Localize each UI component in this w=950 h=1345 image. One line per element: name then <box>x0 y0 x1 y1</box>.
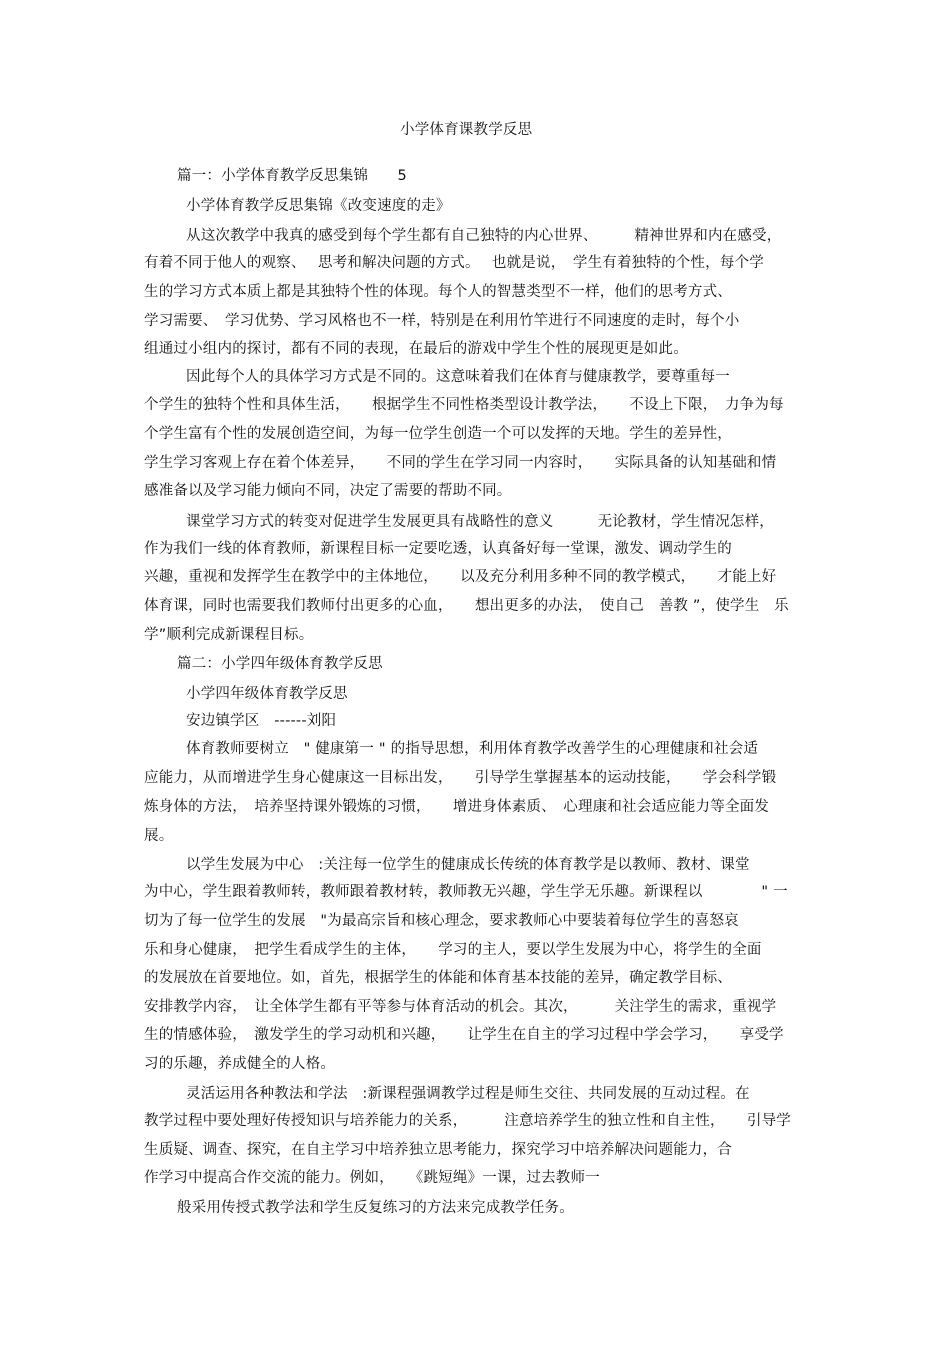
text-line: 学”顺利完成新课程目标。 <box>144 627 314 643</box>
text-line: 因此每个人的具体学习方式是不同的。这意味着我们在体育与健康教学，要尊重每一 <box>186 369 730 385</box>
text-line: 生的学习方式本质上都是其独特个性的体现。每个人的智慧类型不一样，他们的思考方式、 <box>144 284 732 300</box>
text-line: 生的情感体验， 激发学生的学习动机和兴趣， 让学生在自主的学习过程中学会学习， 享受学 <box>144 1027 784 1043</box>
text-line: 展。 <box>144 828 174 844</box>
text-line: 有着不同于他人的观察、 思考和解决问题的方式。 也就是说， 学生有着独特的个性，每个学 <box>144 255 764 271</box>
text-line: 应能力，从而增进学生身心健康这一目标出发， 引导学生掌握基本的运动技能， 学会科学锻 <box>144 770 777 786</box>
text-line: 感准备以及学习能力倾向不同，决定了需要的帮助不同。 <box>144 483 512 499</box>
text-line: 炼身体的方法， 培养坚持课外锻炼的习惯， 增进身体素质、 心理康和社会适应能力等全面发 <box>144 799 770 815</box>
text-line: 安边镇学区 ------刘阳 <box>186 713 337 729</box>
text-line: 习的乐趣，养成健全的人格。 <box>144 1056 336 1072</box>
text-line: 篇一：小学体育教学反思集锦 5 <box>177 168 407 184</box>
text-line: 为中心，学生跟着教师转，教师跟着教材转，教师教无兴趣，学生学无乐趣。新课程以 " 一 <box>144 884 788 900</box>
text-line: 学生学习客观上存在着个体差异， 不同的学生在学习同一内容时， 实际具备的认知基础和情 <box>144 455 777 471</box>
text-line: 体育教师要树立 " 健康第一 " 的指导思想，利用体育教学改善学生的心理健康和社会适 <box>186 741 759 757</box>
text-line: 体育课，同时也需要我们教师付出更多的心血， 想出更多的办法， 使自己 善教 ”，使学生 乐 <box>144 598 789 614</box>
text-line: 教学过程中要处理好传授知识与培养能力的关系， 注意培养学生的独立性和自主性， 引导学 <box>144 1113 791 1129</box>
text-line: 从这次教学中我真的感受到每个学生都有自己独特的内心世界、 精神世界和内在感受， <box>186 228 782 244</box>
text-line: 个学生的独特个性和具体生活， 根据学生不同性格类型设计教学法， 不设上下限， 力争为每 <box>144 397 784 413</box>
text-line: 生质疑、调查、探究，在自主学习中培养独立思考能力，探究学习中培养解决问题能力，合 <box>144 1142 732 1158</box>
text-line: 以学生发展为中心 :关注每一位学生的健康成长传统的体育教学是以教师、教材、课堂 <box>186 857 750 873</box>
text-line: 小学体育教学反思集锦《改变速度的走》 <box>186 198 451 214</box>
text-line: 切为了每一位学生的发展 "为最高宗旨和核心理念，要求教师心中要装着每位学生的喜怒哀 <box>144 913 739 929</box>
text-line: 作学习中提高合作交流的能力。例如， 《跳短绳》一课，过去教师一 <box>144 1170 600 1186</box>
text-line: 课堂学习方式的转变对促进学生发展更具有战略性的意义 无论教材，学生情况怎样， <box>186 514 774 530</box>
text-line: 乐和身心健康， 把学生看成学生的主体， 学习的主人，要以学生发展为中心，将学生的全面 <box>144 942 762 958</box>
text-line: 小学四年级体育教学反思 <box>186 686 348 702</box>
text-line: 组通过小组内的探讨，都有不同的表现，在最后的游戏中学生个性的展现更是如此。 <box>144 341 688 357</box>
text-line: 个学生富有个性的发展创造空间，为每一位学生创造一个可以发挥的天地。学生的差异性， <box>144 426 732 442</box>
text-line: 安排教学内容， 让全体学生都有平等参与体育活动的机会。其次， 关注学生的需求，重视学 <box>144 999 777 1015</box>
text-line: 作为我们一线的体育教师，新课程目标一定要吃透，认真备好每一堂课，激发、调动学生的 <box>144 541 732 557</box>
page-title: 小学体育课教学反思 <box>400 122 533 138</box>
text-line: 兴趣，重视和发挥学生在教学中的主体地位， 以及充分利用多种不同的教学模式， 才能上好 <box>144 569 777 585</box>
text-line: 篇二：小学四年级体育教学反思 <box>177 656 383 672</box>
text-line: 般采用传授式教学法和学生反复练习的方法来完成教学任务。 <box>177 1200 574 1216</box>
text-line: 的发展放在首要地位。如，首先，根据学生的体能和体育基本技能的差异，确定教学目标、 <box>144 970 732 986</box>
text-line: 灵活运用各种教法和学法 :新课程强调教学过程是师生交往、共同发展的互动过程。在 <box>186 1086 750 1102</box>
text-line: 学习需要、 学习优势、学习风格也不一样，特别是在利用竹竿进行不同速度的走时，每个小 <box>144 313 740 329</box>
